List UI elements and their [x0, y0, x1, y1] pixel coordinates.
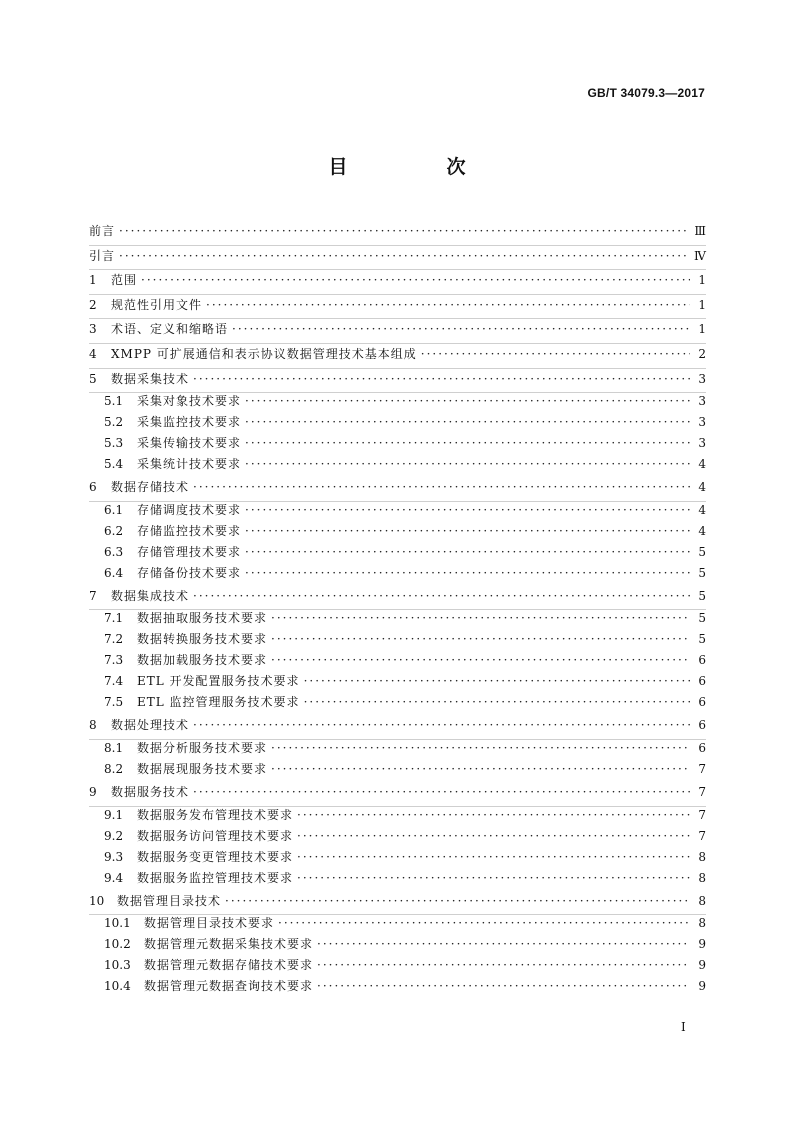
toc-leader-dots [271, 650, 690, 671]
toc-entry-label: 引言 [89, 248, 116, 263]
toc-leader-dots [232, 317, 690, 342]
toc-leader-dots [421, 342, 690, 367]
toc-leader-dots [119, 244, 690, 269]
toc-entry[interactable] [89, 805, 706, 826]
toc-entry[interactable] [89, 219, 706, 244]
toc-entry[interactable] [89, 847, 706, 868]
toc-entry-page: 1 [698, 322, 706, 337]
toc-entry-label: 数据分析服务技术要求 [137, 740, 268, 755]
toc-entry-page: 3 [698, 415, 706, 430]
toc-entry-page: 9 [698, 958, 706, 973]
toc-leader-dots [193, 475, 690, 500]
toc-entry[interactable] [89, 268, 706, 293]
toc-entry-page: 7 [698, 807, 706, 822]
toc-entry-page: 7 [698, 828, 706, 843]
toc-entry[interactable] [89, 563, 706, 584]
toc-entry-page: 6 [698, 674, 706, 689]
toc-entry-page: 6 [698, 740, 706, 755]
toc-leader-dots [297, 826, 690, 847]
toc-entry-page: 4 [698, 480, 706, 495]
toc-entry-number: 8.1 [104, 740, 124, 755]
toc-entry-number: 5.4 [104, 457, 124, 472]
toc-leader-dots [193, 584, 690, 609]
toc-entry-page: 4 [698, 457, 706, 472]
toc-entry[interactable] [89, 889, 706, 914]
toc-leader-dots [297, 847, 690, 868]
toc-entry-label: 数据管理元数据采集技术要求 [144, 937, 314, 952]
toc-entry[interactable] [89, 976, 706, 997]
toc-entry[interactable] [89, 671, 706, 692]
toc-entry-page: Ⅳ [694, 248, 706, 263]
toc-entry-label: 存储监控技术要求 [137, 523, 242, 538]
toc-entry-page: 5 [698, 565, 706, 580]
toc-entry-number: 9 [89, 784, 97, 799]
toc-entry-number: 4 [89, 346, 97, 361]
toc-leader-dots [278, 913, 690, 934]
toc-entry-number: 6.3 [104, 544, 124, 559]
toc-entry-number: 5.1 [104, 394, 124, 409]
toc-entry-page: 1 [698, 297, 706, 312]
toc-entry-number: 10 [89, 893, 105, 908]
toc-entry-page: 3 [698, 371, 706, 386]
toc-entry[interactable] [89, 391, 706, 412]
toc-entry[interactable] [89, 713, 706, 738]
toc-entry[interactable] [89, 955, 706, 976]
toc-entry-page: 7 [698, 761, 706, 776]
toc-entry[interactable] [89, 542, 706, 563]
toc-leader-dots [206, 293, 690, 318]
toc-entry-page: 8 [698, 870, 706, 885]
toc-entry-label: 数据管理目录技术 [117, 893, 222, 908]
toc-entry-label: 采集监控技术要求 [137, 415, 242, 430]
toc-entry[interactable] [89, 608, 706, 629]
toc-entry-page: 6 [698, 695, 706, 710]
toc-entry-label: 数据服务技术 [111, 784, 190, 799]
toc-entry-page: 9 [698, 979, 706, 994]
toc-leader-dots [245, 433, 690, 454]
toc-entry-page: 5 [698, 588, 706, 603]
toc-entry-label: 数据处理技术 [111, 718, 190, 733]
toc-leader-dots [304, 671, 690, 692]
toc-entry-page: 2 [698, 346, 706, 361]
toc-leader-dots [245, 500, 690, 521]
toc-entry-label: ETL 开发配置服务技术要求 [137, 674, 300, 689]
toc-entry[interactable] [89, 934, 706, 955]
toc-entry-page: 6 [698, 653, 706, 668]
toc-entry-number: 1 [89, 273, 97, 288]
toc-entry-label: 规范性引用文件 [111, 297, 203, 312]
toc-entry[interactable] [89, 342, 706, 367]
toc-entry-number: 7 [89, 588, 97, 603]
toc-entry-label: 范围 [111, 273, 138, 288]
toc-leader-dots [304, 692, 690, 713]
toc-entry[interactable] [89, 317, 706, 342]
toc-entry-label: ETL 监控管理服务技术要求 [137, 695, 300, 710]
toc-leader-dots [119, 219, 690, 244]
standard-code: GB/T 34079.3—2017 [587, 86, 705, 100]
toc-entry-page: 1 [698, 273, 706, 288]
toc-entry-page: 5 [698, 611, 706, 626]
toc-leader-dots [245, 521, 690, 542]
toc-entry-number: 7.5 [104, 695, 124, 710]
toc-entry-number: 7.2 [104, 632, 124, 647]
toc-leader-dots [225, 889, 690, 914]
toc-leader-dots [271, 738, 690, 759]
toc-entry[interactable] [89, 692, 706, 713]
toc-entry-label: 数据集成技术 [111, 588, 190, 603]
toc-entry-page: 4 [698, 523, 706, 538]
toc-entry-number: 5.2 [104, 415, 124, 430]
toc-entry-label: 数据管理元数据存储技术要求 [144, 958, 314, 973]
toc-entry[interactable] [89, 650, 706, 671]
toc-entry-label: 数据服务变更管理技术要求 [137, 849, 294, 864]
toc-entry-label: 数据管理目录技术要求 [144, 916, 275, 931]
toc-entry-number: 5.3 [104, 436, 124, 451]
toc-entry-label: 采集统计技术要求 [137, 457, 242, 472]
toc-entry-number: 9.2 [104, 828, 124, 843]
toc-entry-number: 7.4 [104, 674, 124, 689]
toc-leader-dots [245, 391, 690, 412]
toc-entry-label: 数据抽取服务技术要求 [137, 611, 268, 626]
toc-entry-number: 8 [89, 718, 97, 733]
toc-entry[interactable] [89, 629, 706, 650]
toc-entry-label: XMPP 可扩展通信和表示协议数据管理技术基本组成 [111, 346, 417, 361]
toc-leader-dots [271, 608, 690, 629]
toc-entry-label: 数据存储技术 [111, 480, 190, 495]
toc-entry[interactable] [89, 780, 706, 805]
toc-entry-number: 9.4 [104, 870, 124, 885]
toc-entry-label: 存储管理技术要求 [137, 544, 242, 559]
toc-entry[interactable] [89, 738, 706, 759]
toc-leader-dots [271, 759, 690, 780]
toc-entry-number: 10.3 [104, 958, 131, 973]
toc-leader-dots [245, 412, 690, 433]
toc-entry-number: 6.4 [104, 565, 124, 580]
toc-leader-dots [245, 542, 690, 563]
toc-entry-number: 10.2 [104, 937, 131, 952]
toc-leader-dots [271, 629, 690, 650]
toc-entry[interactable] [89, 454, 706, 475]
toc-entry-label: 存储调度技术要求 [137, 502, 242, 517]
toc-entry-label: 采集对象技术要求 [137, 394, 242, 409]
toc-entry-label: 采集传输技术要求 [137, 436, 242, 451]
toc-entry-page: 3 [698, 436, 706, 451]
toc-entry-page: 8 [698, 849, 706, 864]
toc-entry[interactable] [89, 244, 706, 269]
toc-entry-label: 数据加载服务技术要求 [137, 653, 268, 668]
toc-entry-label: 数据服务监控管理技术要求 [137, 870, 294, 885]
toc-entry-page: 7 [698, 784, 706, 799]
toc-entry[interactable] [89, 293, 706, 318]
toc-entry-label: 存储备份技术要求 [137, 565, 242, 580]
toc-leader-dots [141, 268, 690, 293]
toc-leader-dots [317, 934, 690, 955]
toc-leader-dots [245, 563, 690, 584]
toc-entry[interactable] [89, 759, 706, 780]
toc-entry-label: 术语、定义和缩略语 [111, 322, 229, 337]
toc-entry-page: Ⅲ [694, 224, 706, 238]
toc-leader-dots [245, 454, 690, 475]
toc-entry[interactable] [89, 521, 706, 542]
toc-entry-number: 10.1 [104, 916, 131, 931]
toc-leader-dots [193, 367, 690, 392]
toc-entry[interactable] [89, 367, 706, 392]
toc-entry-number: 2 [89, 297, 97, 312]
toc-entry[interactable] [89, 433, 706, 454]
toc-entry-label: 数据服务发布管理技术要求 [137, 807, 294, 822]
toc-entry-number: 5 [89, 371, 97, 386]
table-of-contents [89, 219, 706, 997]
toc-entry-page: 5 [698, 632, 706, 647]
toc-entry-page: 9 [698, 937, 706, 952]
toc-entry-label: 前言 [89, 224, 116, 238]
toc-entry[interactable] [89, 475, 706, 500]
toc-entry-page: 4 [698, 502, 706, 517]
toc-entry[interactable] [89, 500, 706, 521]
toc-entry[interactable] [89, 584, 706, 609]
toc-entry[interactable] [89, 913, 706, 934]
toc-entry[interactable] [89, 412, 706, 433]
page-number: I [681, 1020, 686, 1034]
toc-entry-number: 3 [89, 322, 97, 337]
toc-entry-page: 3 [698, 394, 706, 409]
toc-entry-number: 9.1 [104, 807, 124, 822]
toc-leader-dots [193, 713, 690, 738]
toc-entry-label: 数据展现服务技术要求 [137, 761, 268, 776]
toc-entry-number: 9.3 [104, 849, 124, 864]
toc-entry-number: 7.3 [104, 653, 124, 668]
toc-entry-label: 数据转换服务技术要求 [137, 632, 268, 647]
toc-entry-page: 8 [698, 916, 706, 931]
toc-leader-dots [297, 868, 690, 889]
toc-entry[interactable] [89, 826, 706, 847]
toc-entry-number: 10.4 [104, 979, 131, 994]
toc-entry-number: 6 [89, 480, 97, 495]
toc-leader-dots [193, 780, 690, 805]
toc-entry-number: 6.2 [104, 523, 124, 538]
toc-entry-page: 8 [698, 893, 706, 908]
toc-entry-label: 数据采集技术 [111, 371, 190, 386]
toc-entry-label: 数据管理元数据查询技术要求 [144, 979, 314, 994]
toc-leader-dots [297, 805, 690, 826]
toc-entry-page: 5 [698, 544, 706, 559]
toc-entry-number: 6.1 [104, 502, 124, 517]
toc-entry-number: 7.1 [104, 611, 124, 626]
page-title: 目 次 [328, 156, 506, 178]
toc-entry-page: 6 [698, 718, 706, 733]
toc-entry-label: 数据服务访问管理技术要求 [137, 828, 294, 843]
toc-leader-dots [317, 976, 690, 997]
toc-entry[interactable] [89, 868, 706, 889]
toc-entry-number: 8.2 [104, 761, 124, 776]
toc-leader-dots [317, 955, 690, 976]
